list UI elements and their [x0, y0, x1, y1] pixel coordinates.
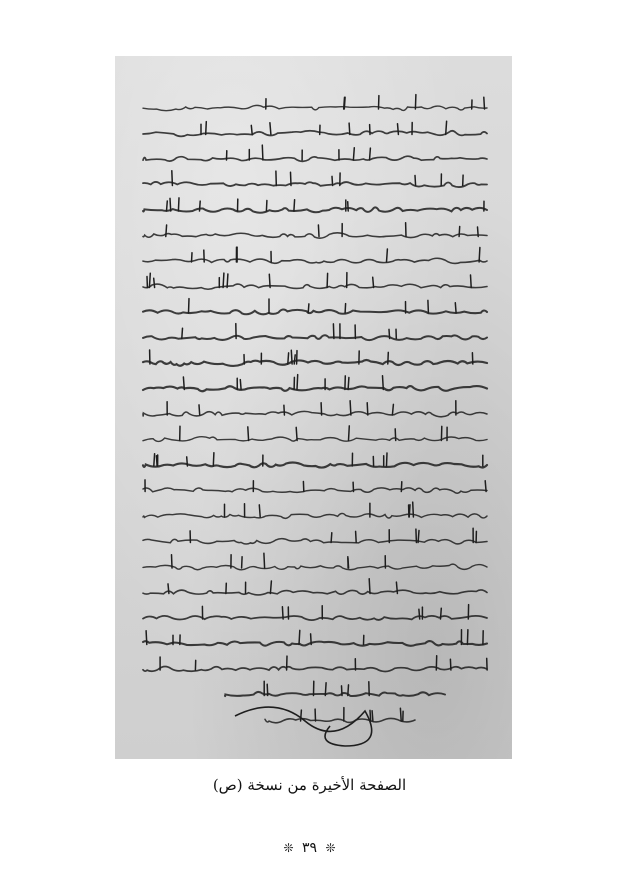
handwriting-stroke	[282, 607, 283, 619]
handwriting-line	[143, 513, 487, 518]
handwriting-stroke	[415, 95, 416, 109]
handwriting-stroke	[401, 482, 402, 492]
handwriting-stroke	[301, 710, 302, 721]
handwriting-stroke	[416, 529, 417, 542]
handwriting-stroke	[168, 584, 169, 594]
handwriting-stroke	[388, 352, 389, 364]
handwriting-stroke	[471, 275, 472, 288]
handwriting-line	[143, 463, 487, 468]
handwriting-line	[143, 360, 487, 366]
handwriting-stroke	[479, 248, 480, 263]
handwriting-stroke	[311, 634, 312, 645]
handwriting-line	[143, 488, 487, 493]
handwriting-line	[143, 131, 487, 137]
handwriting-line	[143, 284, 487, 289]
handwriting-stroke	[419, 609, 420, 619]
handwriting-stroke	[318, 225, 319, 237]
handwriting-stroke	[383, 376, 384, 390]
handwriting-stroke	[387, 453, 388, 466]
handwriting-stroke	[370, 148, 371, 160]
handwriting-stroke	[227, 274, 228, 288]
handwriting-stroke	[154, 278, 155, 287]
handwriting-stroke	[373, 277, 374, 287]
handwriting-stroke	[182, 328, 183, 338]
handwriting-stroke	[149, 273, 150, 287]
signature-flourish	[235, 707, 372, 746]
handwriting-stroke	[259, 505, 260, 517]
handwriting-stroke	[353, 148, 354, 160]
handwriting-line	[143, 590, 487, 595]
handwriting-stroke	[441, 608, 442, 619]
handwriting-stroke	[248, 427, 249, 441]
handwriting-stroke	[270, 123, 271, 135]
handwriting-line	[143, 386, 487, 391]
handwriting-stroke	[478, 227, 479, 237]
handwriting-stroke	[459, 227, 460, 237]
handwriting-stroke	[348, 557, 349, 568]
handwriting-stroke	[356, 531, 357, 542]
handwriting-stroke	[348, 685, 349, 696]
handwriting-stroke	[389, 329, 390, 338]
handwriting-stroke	[367, 403, 368, 415]
handwriting-stroke	[291, 172, 292, 185]
handwriting-stroke	[270, 581, 271, 594]
handwriting-stroke	[183, 377, 184, 390]
handwriting-stroke	[369, 579, 370, 594]
figure-caption: الصفحة الأخيرة من نسخة (ص)	[212, 776, 407, 794]
handwriting-stroke	[200, 201, 201, 211]
handwriting-stroke	[467, 630, 468, 645]
handwriting-stroke	[455, 303, 456, 313]
handwriting-line	[143, 105, 487, 110]
handwriting-stroke	[199, 405, 200, 415]
handwriting-stroke	[446, 121, 447, 134]
page-number: ٣٩	[301, 840, 318, 856]
handwriting-stroke	[415, 176, 416, 186]
ornament-right-icon: ❊	[283, 841, 294, 855]
handwriting-stroke	[242, 557, 243, 568]
handwriting-stroke	[154, 454, 155, 466]
handwriting-line	[143, 233, 487, 238]
handwriting-stroke	[349, 123, 350, 134]
handwriting-stroke	[170, 198, 171, 211]
handwriting-stroke	[192, 253, 193, 262]
handwriting-stroke	[349, 426, 350, 441]
handwriting-stroke	[288, 353, 289, 364]
handwriting-line	[143, 641, 487, 646]
handwriting-stroke	[395, 429, 396, 441]
handwriting-stroke	[321, 403, 322, 415]
handwriting-stroke	[327, 273, 328, 287]
handwriting-stroke	[166, 225, 167, 237]
handwriting-line	[143, 616, 487, 620]
handwriting-line	[143, 335, 487, 340]
handwriting-stroke	[348, 378, 349, 390]
handwriting-lines	[115, 56, 512, 759]
handwriting-stroke	[348, 202, 349, 211]
ornament-left-icon: ❊	[325, 841, 336, 855]
handwriting-stroke	[350, 401, 351, 415]
handwriting-stroke	[299, 630, 300, 644]
handwriting-stroke	[267, 684, 268, 695]
handwriting-stroke	[308, 304, 309, 313]
handwriting-stroke	[172, 555, 173, 568]
handwriting-line	[265, 718, 415, 722]
handwriting-stroke	[297, 375, 298, 390]
handwriting-stroke	[485, 481, 486, 492]
handwriting-stroke	[264, 553, 265, 568]
handwriting-stroke	[213, 453, 214, 466]
handwriting-stroke	[484, 97, 485, 109]
handwriting-stroke	[291, 350, 292, 364]
handwriting-stroke	[450, 659, 451, 670]
handwriting-stroke	[223, 273, 224, 287]
handwriting-stroke	[372, 711, 373, 721]
handwriting-stroke	[240, 380, 241, 390]
handwriting-line	[143, 207, 487, 212]
handwriting-line	[143, 411, 487, 416]
handwriting-stroke	[332, 176, 333, 185]
handwriting-stroke	[146, 631, 147, 645]
handwriting-stroke	[172, 171, 173, 186]
handwriting-stroke	[345, 304, 346, 313]
handwriting-stroke	[370, 710, 371, 721]
handwriting-stroke	[167, 201, 168, 211]
handwriting-stroke	[400, 708, 401, 721]
handwriting-stroke	[189, 299, 190, 313]
handwriting-stroke	[398, 124, 399, 135]
handwriting-line	[143, 437, 487, 442]
handwriting-stroke	[294, 355, 295, 364]
handwriting-stroke	[418, 531, 419, 543]
handwriting-stroke	[428, 300, 429, 313]
handwriting-stroke	[178, 198, 179, 211]
handwriting-stroke	[396, 582, 397, 593]
handwriting-line	[225, 692, 445, 696]
handwriting-line	[143, 539, 487, 544]
handwriting-stroke	[284, 405, 285, 415]
page-number-block	[0, 840, 619, 856]
handwriting-stroke	[392, 404, 393, 415]
handwriting-stroke	[262, 145, 263, 160]
handwriting-stroke	[344, 97, 345, 109]
handwriting-line	[143, 156, 487, 161]
handwriting-stroke	[342, 686, 343, 696]
handwriting-stroke	[251, 125, 252, 134]
handwriting-stroke	[269, 274, 270, 287]
handwriting-stroke	[333, 324, 334, 339]
handwriting-line	[143, 309, 487, 314]
handwriting-stroke	[387, 249, 388, 262]
handwriting-stroke	[413, 502, 414, 517]
handwriting-stroke	[296, 427, 297, 440]
handwriting-stroke	[331, 533, 332, 543]
handwriting-line	[143, 182, 487, 187]
handwriting-stroke	[187, 457, 188, 466]
handwriting-stroke	[206, 122, 207, 135]
manuscript-page-image	[115, 56, 512, 759]
handwriting-line	[143, 666, 487, 671]
handwriting-stroke	[294, 200, 295, 211]
handwriting-stroke	[266, 201, 267, 212]
handwriting-stroke	[325, 683, 326, 696]
handwriting-line	[143, 564, 487, 570]
handwriting-line	[143, 258, 487, 263]
